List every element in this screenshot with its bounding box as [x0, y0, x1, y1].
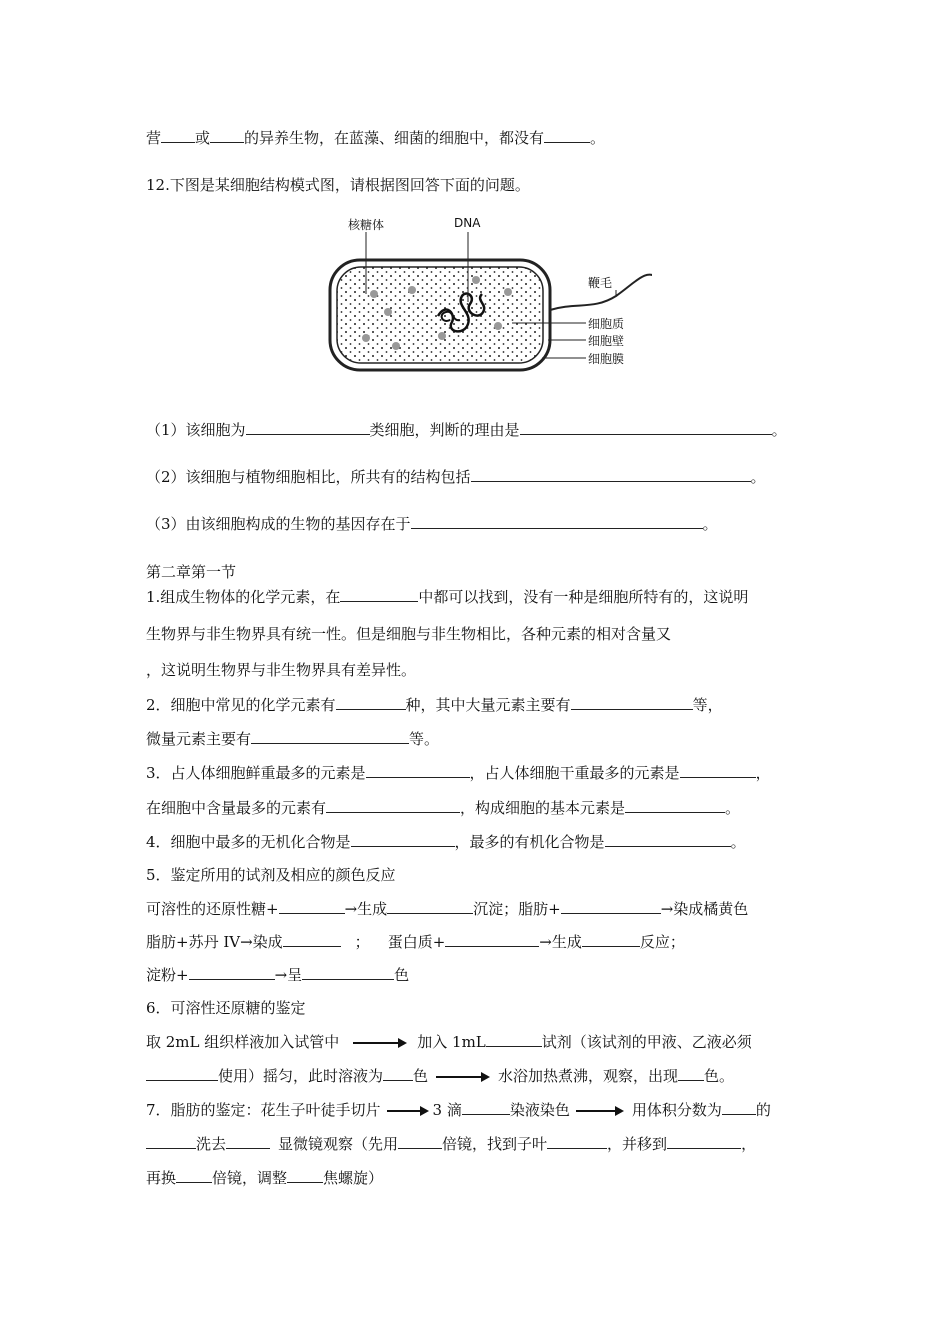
text: 4．细胞中最多的无机化合物是 — [146, 833, 351, 851]
answer-blank[interactable] — [520, 420, 772, 435]
paragraph-2a — [146, 695, 723, 715]
answer-blank[interactable] — [667, 1134, 741, 1149]
answer-blank[interactable] — [722, 1100, 756, 1115]
answer-blank[interactable] — [605, 832, 731, 847]
answer-blank[interactable] — [387, 899, 473, 914]
paragraph-5b — [146, 932, 685, 952]
answer-blank[interactable] — [366, 763, 470, 778]
text: ， — [741, 1135, 757, 1153]
text: （1）该细胞为 — [146, 421, 246, 439]
text: 3 滴 — [432, 1101, 462, 1119]
paragraph-1c: ，这说明生物界与非生物界具有差异性。 — [146, 661, 417, 679]
paragraph-5a — [146, 899, 748, 919]
text: 倍镜，调整 — [212, 1169, 288, 1187]
answer-blank[interactable] — [544, 128, 590, 143]
text: →生成 — [344, 900, 388, 918]
paragraph-7c — [146, 1168, 383, 1188]
text: 倍镜，找到子叶 — [442, 1135, 548, 1153]
text: 。 — [702, 515, 718, 533]
text: 加入 1mL — [417, 1033, 486, 1051]
text: 营 — [146, 129, 162, 147]
answer-blank[interactable] — [411, 514, 703, 529]
text: 。 — [730, 833, 746, 851]
answer-blank[interactable] — [462, 1100, 510, 1115]
text: ，构成细胞的基本元素是 — [460, 799, 626, 817]
answer-blank[interactable] — [226, 1134, 270, 1149]
answer-blank[interactable] — [302, 965, 394, 980]
label-cell-wall: 细胞壁 — [588, 334, 625, 348]
text: 等。 — [409, 730, 440, 748]
text: 色。 — [704, 1067, 735, 1085]
text: 或 — [195, 129, 211, 147]
question-12: 12.下图是某细胞结构模式图，请根据图回答下面的问题。 — [146, 176, 530, 194]
text: 可溶性的还原性糖+ — [146, 900, 279, 918]
text: ，最多的有机化合物是 — [454, 833, 605, 851]
text: 中都可以找到，没有一种是细胞所特有的，这说明 — [418, 588, 749, 606]
paragraph-6a — [146, 1032, 752, 1052]
text: （3）由该细胞构成的生物的基因存在于 — [146, 515, 411, 533]
answer-blank[interactable] — [189, 965, 275, 980]
text: 种，其中大量元素主要有 — [405, 696, 571, 714]
text: 微量元素主要有 — [146, 730, 252, 748]
paragraph-5c — [146, 965, 409, 985]
bacterial-cell-diagram — [326, 210, 652, 380]
label-dna: DNA — [454, 216, 481, 230]
answer-blank[interactable] — [176, 1168, 212, 1183]
answer-blank[interactable] — [146, 1134, 196, 1149]
label-cell-membrane: 细胞膜 — [588, 352, 625, 366]
text: 再换 — [146, 1169, 177, 1187]
answer-blank[interactable] — [161, 128, 195, 143]
text: 。 — [750, 468, 766, 486]
text: →呈 — [274, 966, 303, 984]
paragraph-3b — [146, 798, 740, 818]
paragraph-6: 6．可溶性还原糖的鉴定 — [146, 999, 306, 1017]
paragraph-2b — [146, 729, 439, 749]
paragraph-1a — [146, 587, 748, 607]
text: 显微镜观察（先用 — [278, 1135, 399, 1153]
text: 类细胞，判断的理由是 — [369, 421, 520, 439]
answer-blank[interactable] — [146, 1066, 218, 1081]
text: 染液染色 — [509, 1101, 570, 1119]
text: 色 — [413, 1067, 429, 1085]
text: ，并移到 — [607, 1135, 668, 1153]
label-flagellum: 鞭毛 — [588, 276, 613, 290]
text: 取 2mL 组织样液加入试管中 — [146, 1033, 340, 1051]
section-heading: 第二章第一节 — [146, 563, 237, 581]
question-12-2 — [146, 467, 766, 487]
text: 的异养生物，在蓝藻、细菌的细胞中，都没有 — [244, 129, 545, 147]
paragraph-4 — [146, 832, 746, 852]
answer-blank[interactable] — [340, 587, 418, 602]
answer-blank[interactable] — [279, 899, 345, 914]
answer-blank[interactable] — [571, 695, 693, 710]
text: 脂肪+苏丹 IV→染成 — [146, 933, 283, 951]
paragraph-6b — [146, 1066, 734, 1086]
answer-blank[interactable] — [398, 1134, 442, 1149]
answer-blank[interactable] — [625, 798, 725, 813]
question-12-3 — [146, 514, 718, 534]
answer-blank[interactable] — [210, 128, 244, 143]
text: 的 — [755, 1101, 771, 1119]
text: 沉淀；脂肪+ — [473, 900, 561, 918]
text: →生成 — [539, 933, 582, 951]
text: 。 — [590, 129, 606, 147]
answer-blank[interactable] — [582, 932, 640, 947]
text: 用体积分数为 — [631, 1101, 722, 1119]
text: （2）该细胞与植物细胞相比，所共有的结构包括 — [146, 468, 471, 486]
text: 反应； — [639, 933, 685, 951]
text: 等， — [692, 696, 723, 714]
text: 。 — [771, 421, 787, 439]
answer-blank[interactable] — [246, 420, 370, 435]
answer-blank[interactable] — [351, 832, 455, 847]
label-ribosome: 核糖体 — [348, 218, 385, 232]
line-intro — [146, 128, 605, 148]
label-cytoplasm: 细胞质 — [588, 317, 625, 331]
answer-blank[interactable] — [678, 1066, 704, 1081]
text: 试剂（该试剂的甲液、乙液必须 — [541, 1033, 752, 1051]
arrow-icon — [353, 1033, 407, 1047]
arrow-icon — [576, 1101, 624, 1115]
question-12-1 — [146, 420, 787, 440]
text: 使用）摇匀，此时溶液为 — [218, 1067, 384, 1085]
text: 2．细胞中常见的化学元素有 — [146, 696, 336, 714]
answer-blank[interactable] — [680, 763, 756, 778]
arrow-icon — [387, 1101, 429, 1115]
paragraph-1b: 生物界与非生物界具有统一性。但是细胞与非生物相比，各种元素的相对含量又 — [146, 625, 672, 643]
answer-blank[interactable] — [445, 932, 539, 947]
answer-blank[interactable] — [486, 1032, 542, 1047]
text: 洗去 — [196, 1135, 227, 1153]
text: 焦螺旋） — [323, 1169, 384, 1187]
text: 水浴加热煮沸，观察，出现 — [498, 1067, 679, 1085]
text: →染成橘黄色 — [660, 900, 749, 918]
text: 3．占人体细胞鲜重最多的元素是 — [146, 764, 366, 782]
answer-blank[interactable] — [251, 729, 409, 744]
answer-blank[interactable] — [471, 467, 751, 482]
paragraph-5: 5．鉴定所用的试剂及相应的颜色反应 — [146, 866, 396, 884]
paragraph-3a — [146, 763, 771, 783]
answer-blank[interactable] — [283, 932, 341, 947]
text: ； — [354, 933, 370, 951]
text: 色 — [394, 966, 410, 984]
text: 7．脂肪的鉴定：花生子叶徒手切片 — [146, 1101, 381, 1119]
answer-blank[interactable] — [547, 1134, 607, 1149]
text: 。 — [725, 799, 741, 817]
answer-blank[interactable] — [561, 899, 661, 914]
answer-blank[interactable] — [287, 1168, 323, 1183]
paragraph-7b — [146, 1134, 756, 1154]
answer-blank[interactable] — [383, 1066, 413, 1081]
text: ，占人体细胞干重最多的元素是 — [469, 764, 680, 782]
arrow-icon — [436, 1067, 490, 1081]
answer-blank[interactable] — [326, 798, 460, 813]
answer-blank[interactable] — [336, 695, 406, 710]
text: 在细胞中含量最多的元素有 — [146, 799, 327, 817]
text: ， — [755, 764, 771, 782]
text: 淀粉+ — [146, 966, 189, 984]
paragraph-7a — [146, 1100, 771, 1120]
text: 蛋白质+ — [387, 933, 446, 951]
text: 1.组成生物体的化学元素，在 — [146, 588, 341, 606]
